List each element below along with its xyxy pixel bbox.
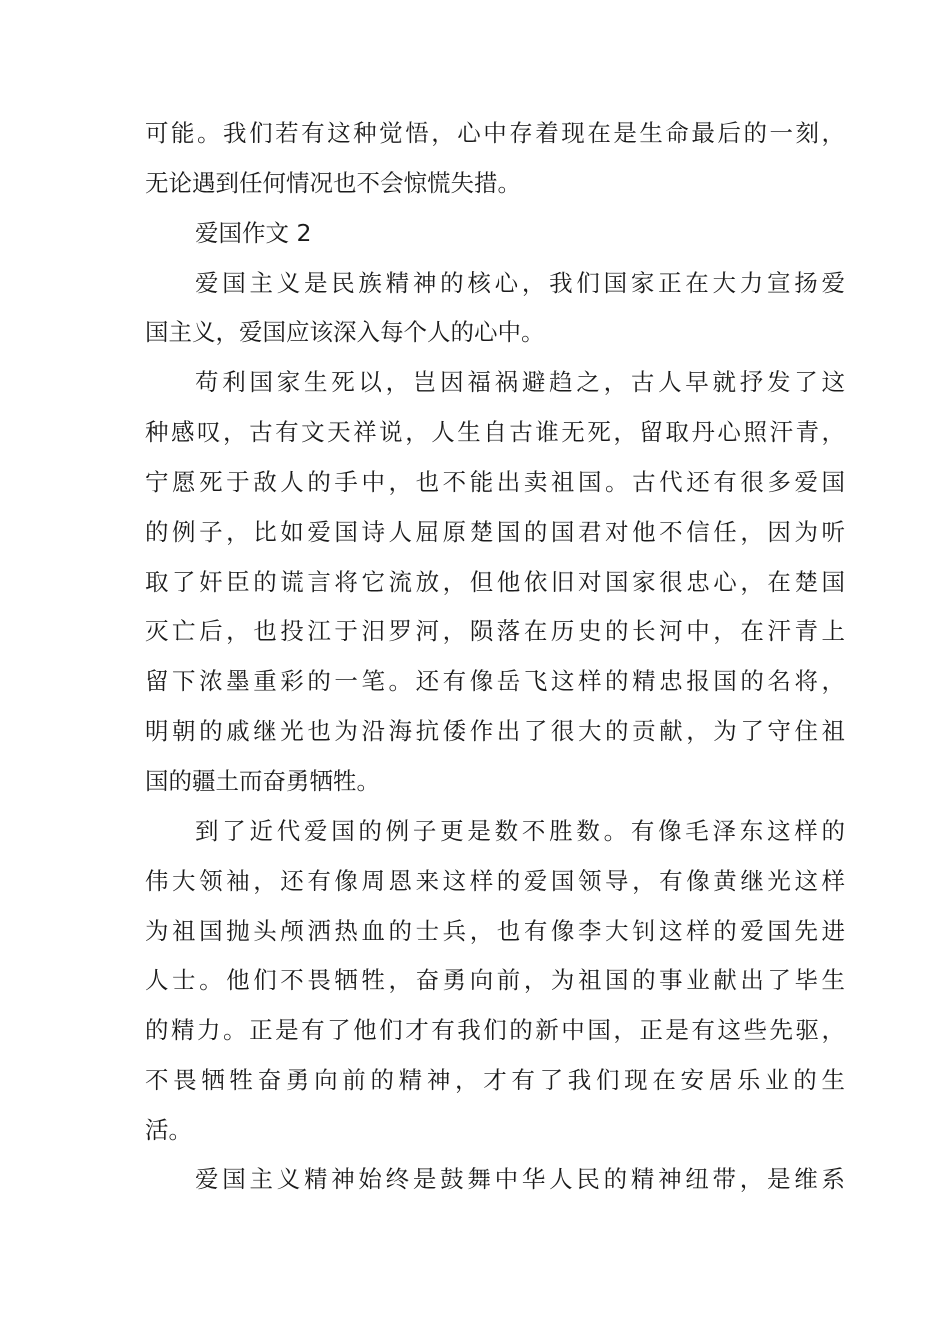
text-line: 到了近代爱国的例子更是数不胜数。有像毛泽东这样的 [195,817,845,845]
text-line: 为祖国抛头颅洒热血的士兵，也有像李大钊这样的爱国先进 [145,917,845,945]
text-line: 的精力。正是有了他们才有我们的新中国，正是有这些先驱， [145,1016,845,1044]
text-line: 灭亡后，也投江于汨罗河，陨落在历史的长河中，在汗青上 [145,617,845,645]
text-line: 取了奸臣的谎言将它流放，但他依旧对国家很忠心，在楚国 [145,568,845,596]
text-line: 活。 [145,1116,192,1144]
text-line: 不畏牺牲奋勇向前的精神，才有了我们现在安居乐业的生 [145,1066,845,1094]
text-line: 国的疆土而奋勇牺牲。 [145,767,380,795]
text-line: 无论遇到任何情况也不会惊慌失措。 [145,169,521,197]
text-line: 的例子，比如爱国诗人屈原楚国的国君对他不信任，因为听 [145,518,845,546]
text-line: 人士。他们不畏牺牲，奋勇向前，为祖国的事业献出了毕生 [145,966,845,994]
text-line: 伟大领袖，还有像周恩来这样的爱国领导，有像黄继光这样 [145,867,845,895]
essay-heading: 爱国作文 2 [195,219,312,247]
text-line: 留下浓墨重彩的一笔。还有像岳飞这样的精忠报国的名将， [145,667,845,695]
text-line: 种感叹，古有文天祥说，人生自古谁无死，留取丹心照汗青， [145,418,845,446]
text-line: 苟利国家生死以，岂因福祸避趋之，古人早就抒发了这 [195,368,845,396]
text-line: 明朝的戚继光也为沿海抗倭作出了很大的贡献，为了守住祖 [145,717,845,745]
text-line: 宁愿死于敌人的手中，也不能出卖祖国。古代还有很多爱国 [145,468,845,496]
text-line: 爱国主义是民族精神的核心，我们国家正在大力宣扬爱 [195,269,845,297]
text-line: 可能。我们若有这种觉悟，心中存着现在是生命最后的一刻， [145,119,845,147]
text-line: 爱国主义精神始终是鼓舞中华人民的精神纽带，是维系 [195,1165,845,1193]
text-line: 国主义，爱国应该深入每个人的心中。 [145,318,545,346]
